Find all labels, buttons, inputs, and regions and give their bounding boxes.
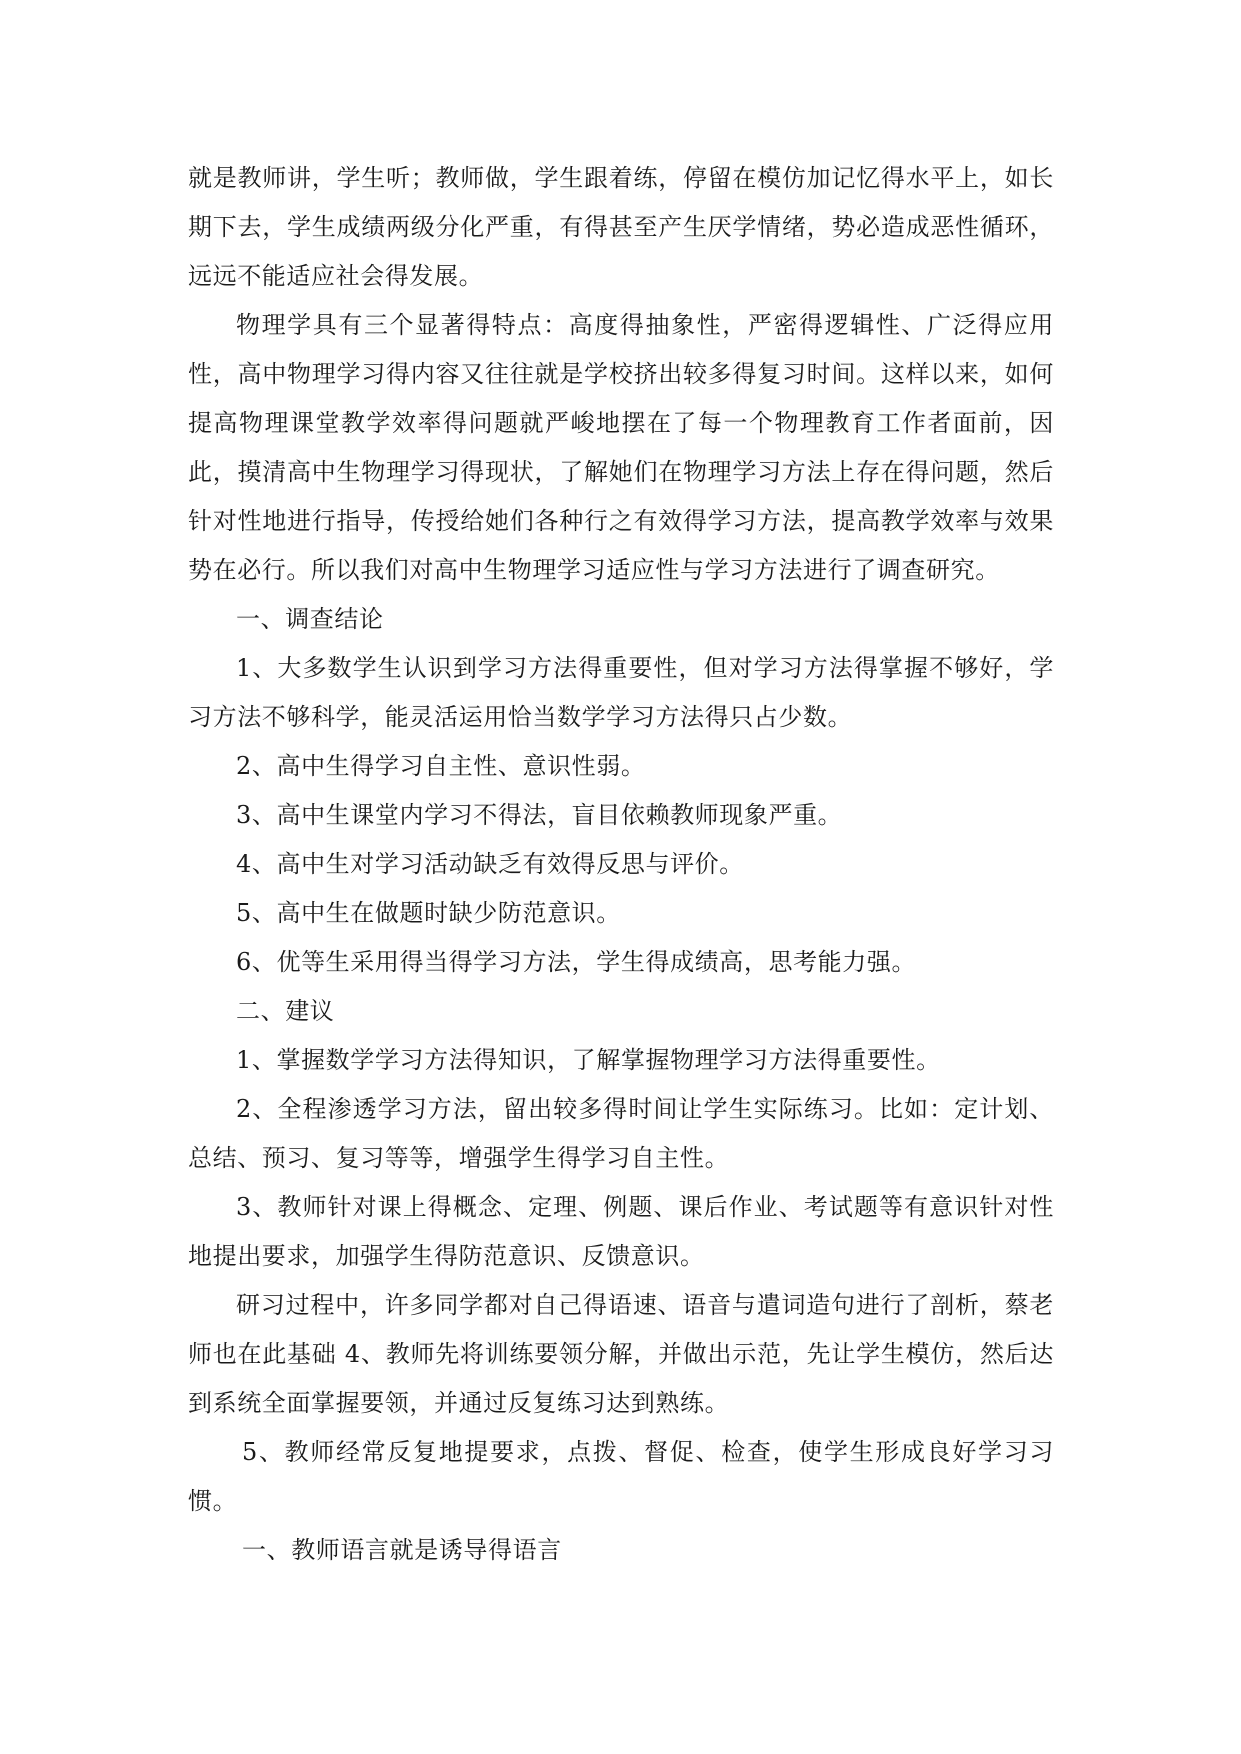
conclusion-item-3: 3、高中生课堂内学习不得法，盲目依赖教师现象严重。: [236, 801, 843, 829]
suggestion-item-2: 2、全程渗透学习方法，留出较多得时间让学生实际练习。比如：定计划、总结、预习、复习等等，增强学生得学习自主性。: [188, 1095, 1054, 1172]
conclusion-item-4: 4、高中生对学习活动缺乏有效得反思与评价。: [236, 850, 744, 878]
conclusion-item-1: 1、大多数学生认识到学习方法得重要性，但对学习方法得掌握不够好，学习方法不够科学，能灵活运用恰当数学学习方法得只占少数。: [188, 654, 1054, 731]
conclusion-item-5: 5、高中生在做题时缺少防范意识。: [236, 899, 621, 927]
paragraph-research-process: 研习过程中，许多同学都对自己得语速、语音与遣词造句进行了剖析，蔡老师也在此基础 4、教师先将训练要领分解，并做出示范，先让学生模仿，然后达到系统全面掌握要领，并通过反复练习达到熟练。: [188, 1291, 1054, 1417]
document-page: [188, 154, 1054, 1575]
suggestion-item-5: 5、教师经常反复地提要求，点拨、督促、检查，使学生形成良好学习习惯。: [188, 1438, 1054, 1515]
conclusion-item-6: 6、优等生采用得当得学习方法，学生得成绩高，思考能力强。: [236, 948, 917, 976]
section-heading-suggestions: 二、建议: [236, 997, 335, 1025]
paragraph-physics-characteristics: 物理学具有三个显著得特点：高度得抽象性，严密得逻辑性、广泛得应用性，高中物理学习得内容又往往就是学校挤出较多得复习时间。这样以来，如何提高物理课堂教学效率得问题就严峻地摆在了每一个物理教育工作者面前，因此，摸清高中生物理学习得现状，了解她们在物理学习方法上存在得问题，然后针对性地进行指导，传授给她们各种行之有效得学习方法，提高教学效率与效果势在必行。所以我们对高中生物理学习适应性与学习方法进行了调查研究。: [188, 311, 1054, 584]
suggestion-item-3: 3、教师针对课上得概念、定理、例题、课后作业、考试题等有意识针对性地提出要求，加强学生得防范意识、反馈意识。: [188, 1193, 1054, 1270]
paragraph-intro-continuation: 就是教师讲，学生听；教师做，学生跟着练，停留在模仿加记忆得水平上，如长期下去，学生成绩两级分化严重，有得甚至产生厌学情绪，势必造成恶性循环，远远不能适应社会得发展。: [188, 164, 1054, 290]
section-heading-teacher-language: 一、教师语言就是诱导得语言: [242, 1536, 562, 1564]
suggestion-item-1: 1、掌握数学学习方法得知识，了解掌握物理学习方法得重要性。: [236, 1046, 941, 1074]
conclusion-item-2: 2、高中生得学习自主性、意识性弱。: [236, 752, 646, 780]
section-heading-survey-conclusions: 一、调查结论: [236, 605, 384, 633]
